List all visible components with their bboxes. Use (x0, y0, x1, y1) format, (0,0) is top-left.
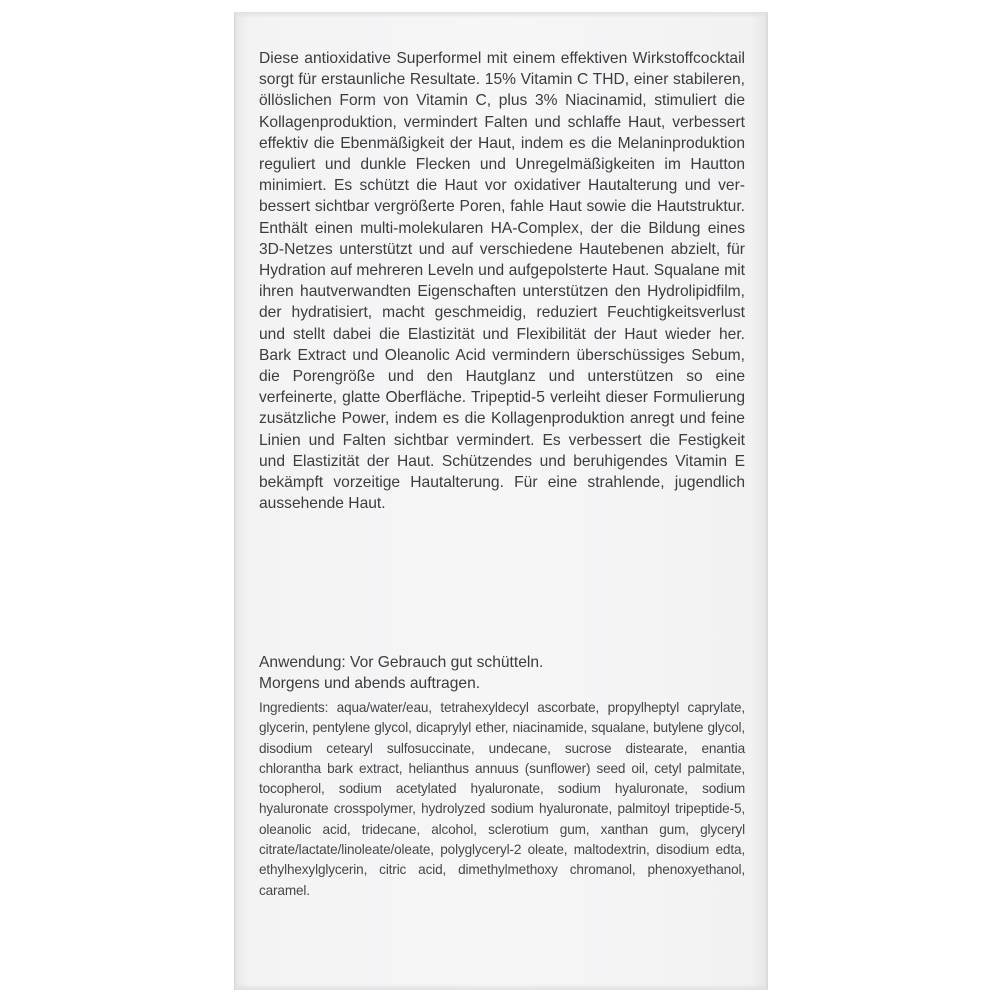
panel-bottom-edge (235, 984, 767, 990)
product-description: Diese antioxidative Superformel mit einem effektiven Wirkstoffcocktail sorgt für erstaunliche Resultate. 15% Vitamin C THD, einer stabileren, öllöslichen Form von Vitamin C, plus 3% Niacinamid, stimuliert die Kollagenproduktion, vermindert Falten und schlaffe Haut, verbessert effektiv die Ebenmäßigkeit der Haut, indem es die Melaninproduktion reguliert und dunkle Flecken und Unregelmäßigkeiten im Hautton minimiert. Es schützt die Haut vor oxidativer Hautalterung und verbessert sichtbar vergrößerte Poren, fahle Haut sowie die Hautstruktur. Enthält einen multi-molekularen HA-Complex, der die Bildung eines 3D-Netzes unterstützt und auf verschiedene Hautebenen abzielt, für Hydration auf mehreren Leveln und aufgepolsterte Haut. Squalane mit ihren hautverwandten Eigenschaften unterstützen den Hydrolipidfilm, der hydratisiert, macht geschmeidig, reduziert Feuchtigkeitsverlust und stellt dabei die Elastizität und Flexibilität der Haut wieder her. Bark Extract und Oleanolic Acid vermindern überschüssiges Sebum, die Porengröße und den Hautglanz und unterstützen so eine verfeinerte, glatte Oberfläche. Tripeptid-5 verleiht dieser Formulierung zusätzliche Power, indem es die Kollagenproduktion anregt und feine Linien und Falten sichtbar vermindert. Es verbessert die Festigkeit und Elastizität der Haut. Schützendes und beruhigendes Vitamin E bekämpft vorzeitige Hautalterung. Für eine strahlende, jugendlich aussehende Haut. (259, 50, 745, 513)
usage-line-2: Morgens und abends auftragen. (259, 675, 481, 693)
ingredients-list: Ingredients: aqua/water/eau, tetrahexyldecyl ascorbate, propylheptyl caprylate, glycerin, pentylene glycol, dicaprylyl ether, niacinamide, squalane, butylene glycol, disodium cetearyl sulfosuccinate, undecane, sucrose distearate, enantia chlorantha bark extract, helianthus annuus (sunflower) seed oil, cetyl palmitate, tocopherol, sodium acetylated hyaluronate, sodium hyaluronate, sodium hyaluronate crosspolymer, hydrolyzed sodium hyaluronate, palmitoyl tripeptide-5, oleanolic acid, tridecane, alcohol, sclerotium gum, xanthan gum, glyceryl citrate/lactate/linoleate/oleate, polyglyceryl-2 oleate, maltodextrin, disodium edta, ethylhexylglycerin, citric acid, dimethylmethoxy chromanol, phenoxyethanol, caramel. (259, 700, 745, 898)
usage-instructions (259, 652, 745, 694)
product-box-panel (234, 12, 768, 990)
panel-top-edge (235, 12, 767, 18)
usage-line-1: Anwendung: Vor Gebrauch gut schütteln. (259, 654, 544, 671)
